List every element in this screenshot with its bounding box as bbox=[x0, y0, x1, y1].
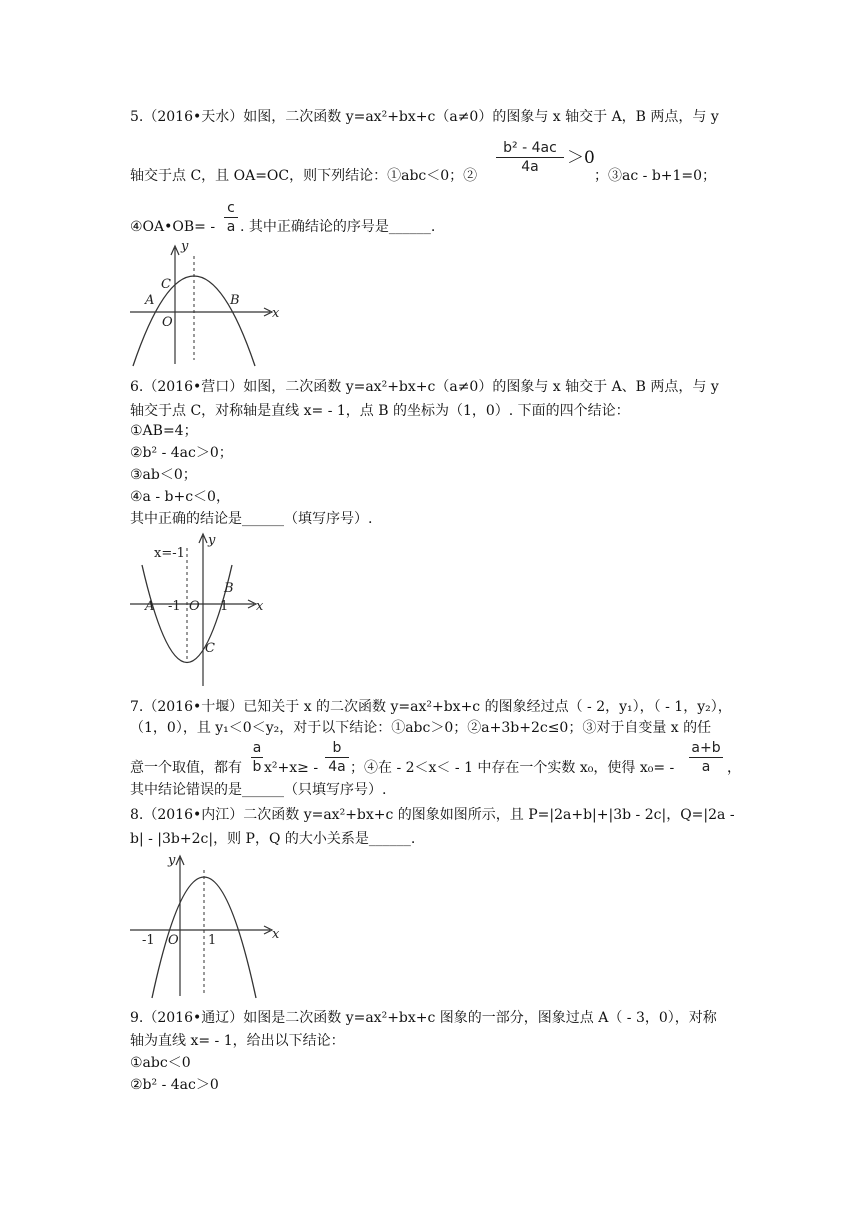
q8-label-x: x bbox=[272, 927, 280, 942]
q8-label-O: O bbox=[168, 933, 179, 948]
q8-line-2: b| - |3b+2c|，则 P，Q 的大小关系是______. bbox=[130, 831, 416, 847]
q6-label-neg1: -1 bbox=[168, 599, 181, 614]
q5-fraction-c-over-a bbox=[224, 200, 238, 235]
q6-item-2: ②b² - 4ac＞0； bbox=[130, 445, 233, 461]
q7-line-1: 7.（2016•十堰）已知关于 x 的二次函数 y=ax²+bx+c 的图象经过点（ - 2，y₁），（ - 1，y₂）， bbox=[130, 699, 732, 715]
q6-label-B: B bbox=[224, 581, 234, 596]
q6-item-1: ①AB=4； bbox=[130, 423, 198, 439]
q5-fraction-discriminant bbox=[496, 140, 564, 175]
q7-line-3-statement: ；④在 - 2＜x＜ - 1 中存在一个实数 x₀，使得 x₀= - bbox=[350, 760, 675, 776]
q8-label-neg1: -1 bbox=[142, 933, 155, 948]
q6-line-1: 6.（2016•营口）如图，二次函数 y=ax²+bx+c（a≠0）的图象与 x 轴交于 A、B 两点，与 y bbox=[130, 379, 719, 395]
q5-label-B: B bbox=[230, 293, 240, 308]
q7-fraction-a-over-b bbox=[251, 740, 263, 775]
q6-label-O: O bbox=[189, 599, 200, 614]
q9-item-2: ②b² - 4ac＞0 bbox=[130, 1077, 219, 1093]
q5-fraction-relation: ＞0 bbox=[567, 148, 595, 168]
q5-label-y: y bbox=[181, 239, 189, 254]
q9-line-1: 9.（2016•通辽）如图是二次函数 y=ax²+bx+c 图象的一部分，图象过点 A（ - 3，0），对称 bbox=[130, 1010, 717, 1026]
q7-fraction-a-plus-b-over-a bbox=[689, 740, 723, 775]
q7-fraction-a-den: a bbox=[701, 759, 711, 775]
q6-item-3: ③ab＜0； bbox=[130, 467, 197, 483]
q7-fraction-a-plus-b: a+b bbox=[691, 740, 721, 756]
q7-fraction-a: a bbox=[252, 740, 262, 756]
q6-label-axis: x=-1 bbox=[154, 546, 185, 561]
q5-line-3-end: . 其中正确结论的序号是______. bbox=[240, 219, 436, 235]
q7-fraction-b-over-4a bbox=[325, 740, 349, 775]
q6-label-C: C bbox=[205, 641, 215, 656]
q5-fraction-denominator: 4a bbox=[521, 159, 539, 175]
q7-line-2: （1，0），且 y₁＜0＜y₂，对于以下结论：①abc＞0；②a+3b+2c≤0；③对于自变量 x 的任 bbox=[130, 720, 712, 736]
q6-parabola-figure bbox=[128, 530, 278, 688]
q6-label-x: x bbox=[256, 599, 264, 614]
q5-fraction-a: a bbox=[226, 219, 236, 235]
q5-line-2-start: 轴交于点 C，且 OA=OC，则下列结论：①abc＜0；② bbox=[130, 168, 478, 184]
q5-fraction-numerator: b² - 4ac bbox=[503, 140, 557, 156]
q6-item-4: ④a - b+c＜0， bbox=[130, 489, 230, 505]
q5-line-2 bbox=[130, 166, 477, 186]
q6-label-A: A bbox=[145, 599, 155, 614]
q7-line-4: 其中结论错误的是______（只填写序号）. bbox=[130, 782, 387, 798]
q7-line-3-inequality: x²+x≥ - bbox=[264, 760, 319, 776]
q8-label-one: 1 bbox=[208, 933, 217, 948]
q7-line-3-end: ， bbox=[727, 760, 741, 776]
q5-line-3-start: ④OA•OB= - bbox=[130, 219, 216, 235]
q5-label-C: C bbox=[161, 277, 171, 292]
q5-parabola-figure bbox=[128, 239, 280, 366]
q6-line-2: 轴交于点 C，对称轴是直线 x= - 1，点 B 的坐标为（1，0）. 下面的四个结论： bbox=[130, 403, 630, 419]
q5-line-2-end: ；③ac - b+1=0； bbox=[594, 168, 717, 184]
q5-line-1: 5.（2016•天水）如图，二次函数 y=ax²+bx+c（a≠0）的图象与 x 轴交于 A，B 两点，与 y bbox=[130, 109, 719, 125]
q6-tail: 其中正确的结论是______（填写序号）. bbox=[130, 511, 373, 527]
q7-fraction-b: b bbox=[252, 759, 262, 775]
q8-line-1: 8.（2016•内江）二次函数 y=ax²+bx+c 的图象如图所示，且 P=|2a+b|+|3b - 2c|，Q=|2a - bbox=[130, 807, 735, 823]
q5-label-A: A bbox=[145, 293, 155, 308]
q9-item-1: ①abc＜0 bbox=[130, 1055, 191, 1071]
q8-parabola-figure bbox=[128, 852, 278, 998]
q7-fraction-4a: 4a bbox=[328, 759, 346, 775]
q5-label-x: x bbox=[272, 306, 280, 321]
q6-label-y: y bbox=[208, 533, 216, 548]
q9-line-2: 轴为直线 x= - 1，给出以下结论： bbox=[130, 1033, 345, 1049]
q6-label-one: 1 bbox=[220, 599, 229, 614]
q5-fraction-c: c bbox=[227, 200, 235, 216]
q5-label-O: O bbox=[162, 315, 173, 330]
q8-label-y: y bbox=[168, 853, 176, 868]
q7-line-3-start: 意一个取值，都有 bbox=[130, 760, 242, 776]
q7-fraction-b-num: b bbox=[332, 740, 342, 756]
